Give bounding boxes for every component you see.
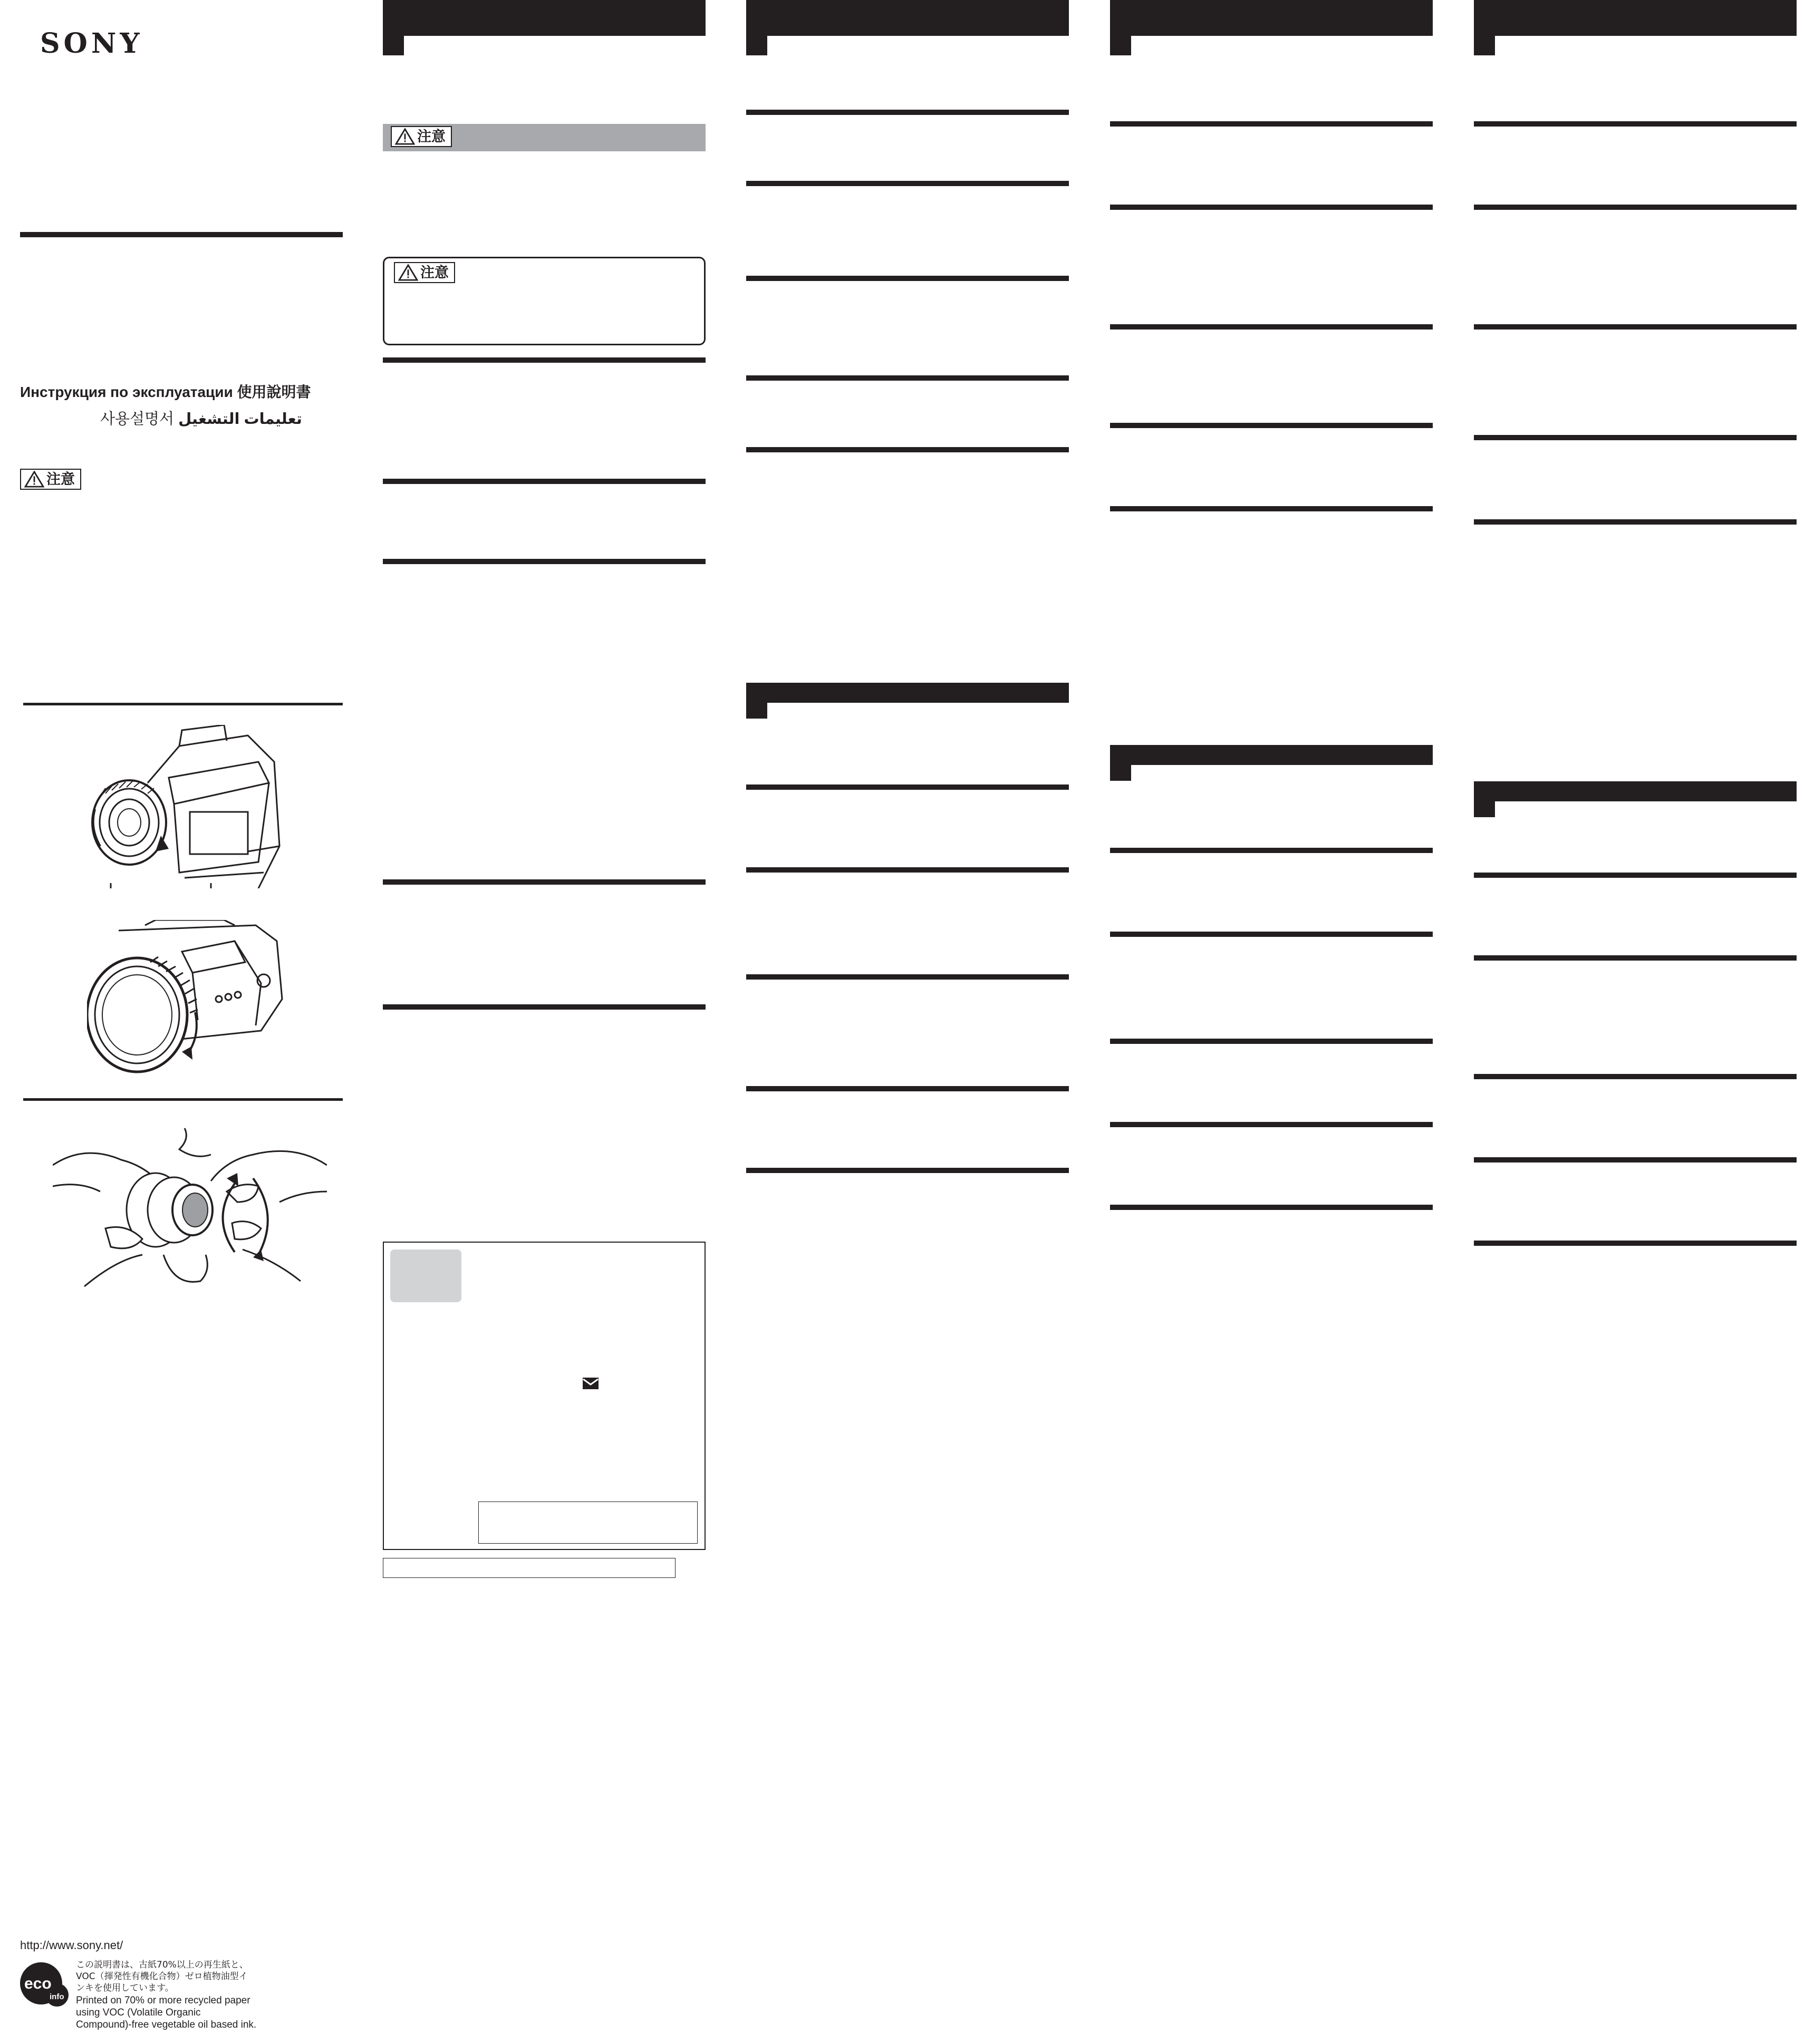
col3-rule [1110,1205,1433,1210]
title-korean-arabic [100,407,302,429]
cover-illu-rule-2 [23,1098,343,1101]
col4-rule [1474,1074,1797,1079]
warning-triangle-icon [398,264,418,281]
col1-rule [383,879,706,885]
camera-lens-attach-icon [87,920,287,1078]
recycle-note-en-line: Compound)-free vegetable oil based ink. [76,2019,257,2030]
col1-rule [383,479,706,484]
recycle-note-en-line: Printed on 70% or more recycled paper [76,1995,250,2006]
col3-section-header [1110,0,1433,36]
recycle-note-ja-line: VOC（揮発性有機化合物）ゼロ植物油型イ [76,1971,248,1982]
col1-info-inner-box [478,1501,698,1544]
eco-info-logo [20,1960,69,2009]
caution-text: 注意 [417,128,446,145]
recycle-note-english [76,1994,276,2031]
col1-rule [383,559,706,564]
col2-section-header [746,0,1069,36]
col3-rule [1110,506,1433,511]
col3-section-header-tab [1110,0,1131,55]
col2-rule [746,181,1069,186]
sony-logo: SONY [40,27,143,60]
col4-section-header [1474,0,1797,36]
col2-rule [746,110,1069,115]
col1-caution-label [391,126,452,147]
col4-section-header [1474,781,1797,801]
warning-triangle-icon [24,471,44,488]
col2-rule [746,867,1069,873]
lens-cleaning-hands-icon [53,1123,327,1297]
col1-caution-box-label [394,262,455,283]
col1-bottom-strip [383,1558,676,1578]
caution-text: 注意 [420,264,449,281]
col4-section-header-tab [1474,0,1495,55]
camcorder-lens-attach-icon [90,725,285,888]
warning-triangle-icon [395,128,415,145]
col3-rule [1110,848,1433,853]
col4-rule [1474,1241,1797,1246]
sony-url[interactable]: http://www.sony.net/ [20,1939,123,1952]
col3-rule [1110,1122,1433,1127]
col2-section-header [746,683,1069,703]
eco-leaf-icon [20,1960,69,2009]
recycle-note-ja-line: ンキを使用しています。 [76,1983,174,1993]
col2-rule [746,1168,1069,1173]
col2-rule [746,276,1069,281]
title-arabic: تعليمات التشغيل [178,411,302,428]
col2-rule [746,447,1069,452]
eco-logo-main: eco [24,1975,52,1992]
col3-rule [1110,423,1433,428]
col3-rule [1110,932,1433,937]
title-russian-chinese: Инструкция по эксплуатации 使用說明書 [20,384,311,400]
col4-rule [1474,205,1797,210]
col3-section-header-tab [1110,745,1131,781]
col4-rule [1474,873,1797,878]
cover-top-rule [20,232,343,237]
mail-icon [582,1377,599,1390]
col1-info-box-gray-tab [390,1249,461,1302]
col4-section-header-tab [1474,781,1495,817]
col2-rule [746,1086,1069,1091]
title-korean: 사용설명서 [100,411,175,428]
col1-rule [383,1004,706,1010]
col2-rule [746,784,1069,790]
col4-rule [1474,435,1797,440]
col3-rule [1110,205,1433,210]
col4-rule [1474,1157,1797,1163]
col2-rule [746,375,1069,381]
col2-rule [746,974,1069,980]
col1-section-header [383,0,706,36]
col1-section-header-tab [383,0,404,55]
col3-rule [1110,324,1433,330]
col2-section-header-tab [746,0,767,55]
col1-rule [383,357,706,363]
caution-text: 注意 [46,471,75,488]
eco-logo-sub: info [50,1992,64,2001]
col4-rule [1474,955,1797,961]
col3-rule [1110,1039,1433,1044]
recycle-note-japanese [76,1959,276,1994]
col3-rule [1110,121,1433,127]
col4-rule [1474,324,1797,330]
col2-section-header-tab [746,683,767,719]
col3-section-header [1110,745,1433,765]
col4-rule [1474,121,1797,127]
recycle-note-ja-line: この説明書は、古紙70%以上の再生紙と、 [76,1960,248,1970]
cover-illu-rule-1 [23,703,343,705]
col4-rule [1474,519,1797,525]
cover-caution-label [20,469,81,490]
recycle-note-en-line: using VOC (Volatile Organic [76,2007,201,2018]
